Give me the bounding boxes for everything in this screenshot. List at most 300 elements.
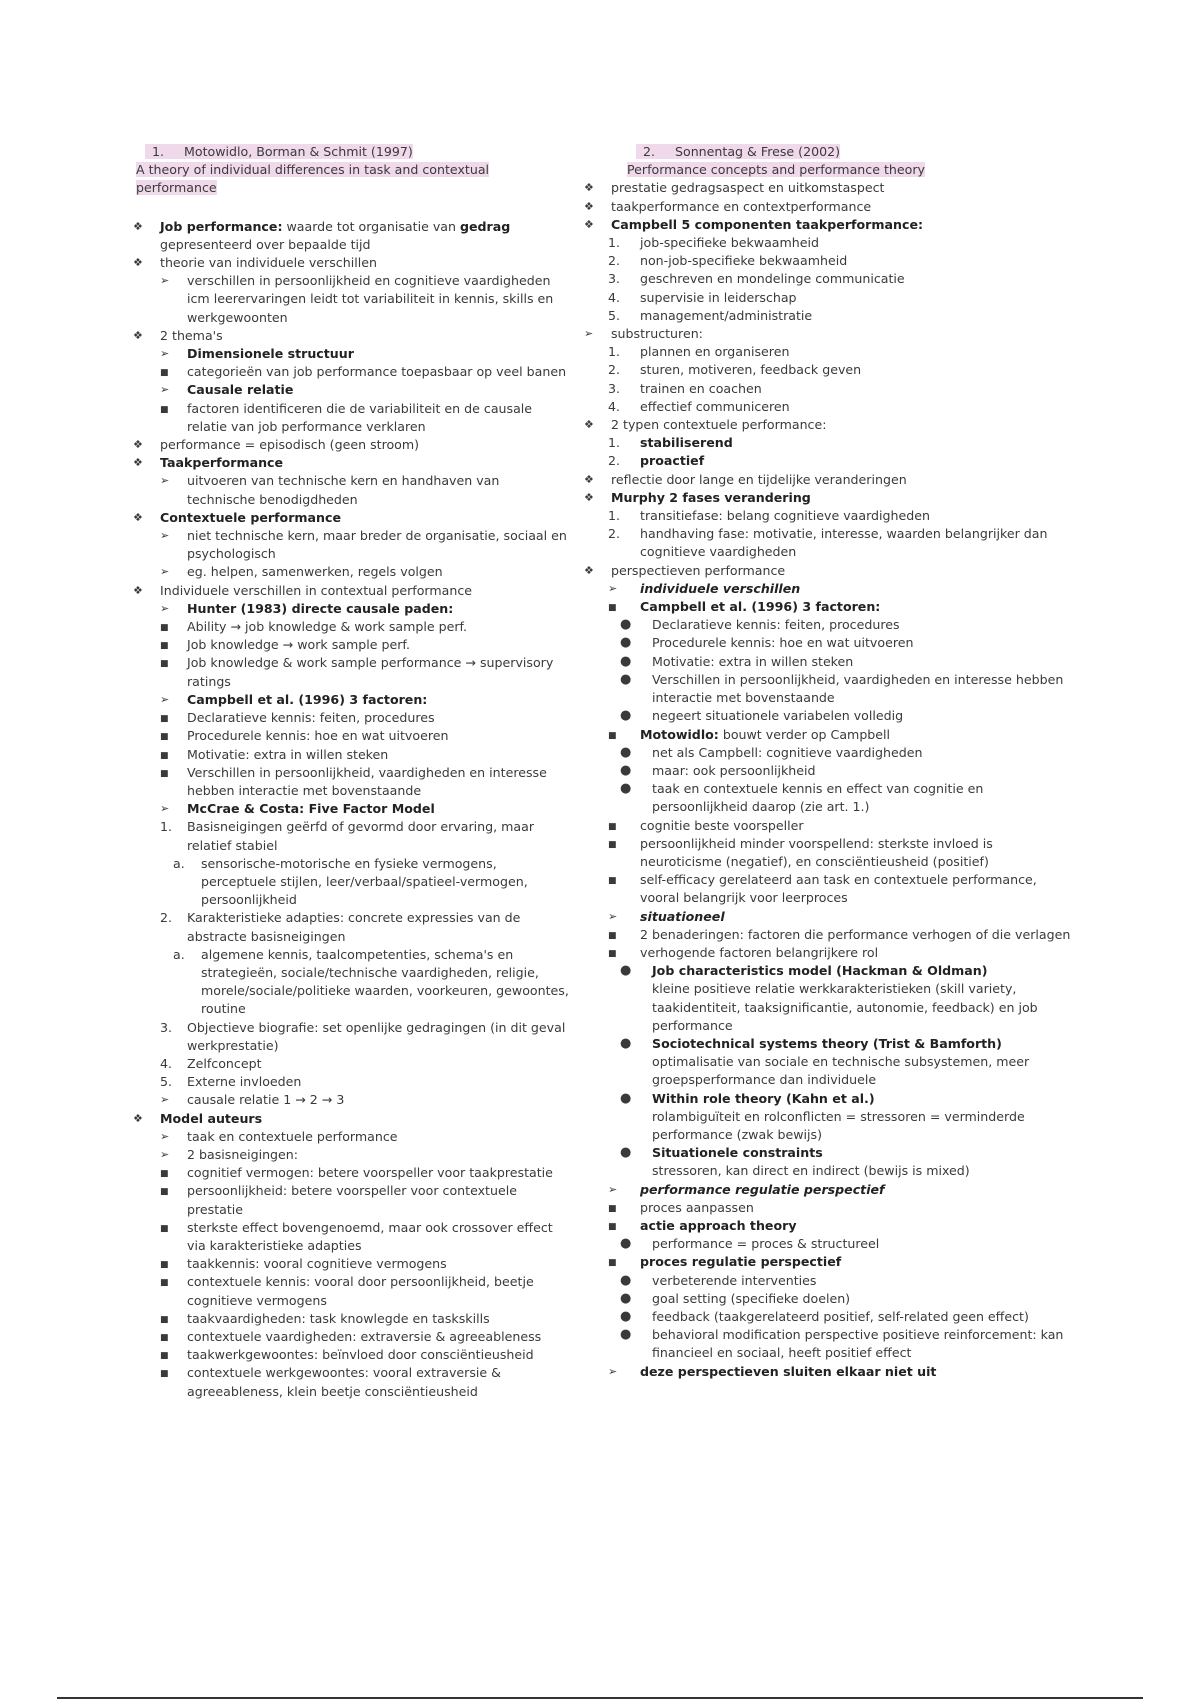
square-bullet-icon: ■ xyxy=(608,1258,617,1269)
list-item xyxy=(608,1181,1076,1199)
list-item xyxy=(145,1182,570,1218)
list-item-text xyxy=(652,1090,1076,1108)
list-item xyxy=(145,1146,570,1164)
list-item-text xyxy=(640,871,1076,907)
arrow-bullet-icon: ➢ xyxy=(160,1129,170,1143)
text-run: Job knowledge & work sample performance → supervisory ratings xyxy=(187,655,554,689)
list-item xyxy=(620,634,1076,652)
list-item-text xyxy=(611,562,1076,580)
diamond-bullet-icon: ❖ xyxy=(133,456,143,470)
list-item-text xyxy=(640,380,1076,398)
square-bullet-icon: ■ xyxy=(608,1203,617,1214)
list-item-text xyxy=(187,600,570,618)
text-run: performance = episodisch (geen stroom) xyxy=(160,437,420,453)
list-item xyxy=(145,1346,570,1364)
text-run: verhogende factoren belangrijkere rol xyxy=(640,944,879,960)
square-bullet-icon: ■ xyxy=(608,876,617,887)
list-item-text xyxy=(187,1073,570,1091)
list-item xyxy=(133,582,570,600)
list-item xyxy=(145,381,570,399)
list-item xyxy=(608,307,1076,325)
text-run: effectief communiceren xyxy=(640,398,790,414)
list-item-text xyxy=(187,818,570,854)
list-item-text xyxy=(187,1273,570,1309)
square-bullet-icon: ■ xyxy=(160,1187,169,1198)
list-item-text xyxy=(652,962,1076,980)
list-item xyxy=(145,946,570,1019)
list-item-text xyxy=(160,582,570,600)
dot-bullet-icon: ● xyxy=(620,708,632,724)
list-number: 2. xyxy=(608,362,621,378)
text-run: taakvaardigheden: task knowlegde en taskskills xyxy=(187,1310,490,1326)
list-item xyxy=(620,1035,1076,1053)
text-run: causale relatie 1 → 2 → 3 xyxy=(187,1092,345,1108)
list-item xyxy=(133,454,570,472)
text-run: non-job-specifieke bekwaamheid xyxy=(640,253,848,269)
square-bullet-icon: ■ xyxy=(608,603,617,614)
list-item-text xyxy=(611,198,1076,216)
left-column xyxy=(133,143,570,1401)
list-item-text xyxy=(640,817,1076,835)
list-item xyxy=(608,580,1076,598)
text-run: verbeterende interventies xyxy=(652,1272,817,1288)
diamond-bullet-icon: ❖ xyxy=(584,181,594,195)
list-item xyxy=(636,1108,1076,1144)
list-item-text xyxy=(652,634,1076,652)
list-item xyxy=(145,600,570,618)
list-item-text xyxy=(187,909,570,945)
list-item-text xyxy=(611,471,1076,489)
arrow-bullet-icon: ➢ xyxy=(160,383,170,397)
list-item xyxy=(608,598,1076,616)
list-item xyxy=(620,1326,1076,1362)
list-item-text xyxy=(611,179,1076,197)
text-run: Model auteurs xyxy=(160,1110,263,1126)
list-item xyxy=(145,272,570,327)
dot-bullet-icon: ● xyxy=(620,1236,632,1252)
text-run: Karakteristieke adapties: concrete expressies van de abstracte basisneigingen xyxy=(187,910,521,944)
text-run: Situationele constraints xyxy=(652,1145,823,1161)
list-item xyxy=(133,327,570,345)
list-item-text xyxy=(652,1035,1076,1053)
list-item-text xyxy=(160,236,570,254)
dot-bullet-icon: ● xyxy=(620,1309,632,1324)
list-number: 5. xyxy=(608,307,621,323)
diamond-bullet-icon: ❖ xyxy=(584,217,594,231)
list-item xyxy=(636,1162,1076,1180)
list-item-text xyxy=(640,398,1076,416)
diamond-bullet-icon: ❖ xyxy=(584,563,594,577)
list-item-text xyxy=(187,746,570,764)
text-run: Procedurele kennis: hoe en wat uitvoeren xyxy=(652,635,914,651)
list-item-text xyxy=(640,343,1076,361)
text-run: prestatie gedragsaspect en uitkomstaspect xyxy=(611,180,885,196)
list-item-text xyxy=(640,234,1076,252)
text-run: Job characteristics model (Hackman & Oldman) xyxy=(652,963,988,979)
dot-bullet-icon: ● xyxy=(620,1327,632,1343)
list-item xyxy=(145,1164,570,1182)
text-run: stressoren, kan direct en indirect (bewijs is mixed) xyxy=(652,1163,970,1179)
list-number: 1. xyxy=(608,508,621,524)
list-item-text xyxy=(640,1199,1076,1217)
list-item xyxy=(608,361,1076,379)
list-number: 1. xyxy=(608,235,621,251)
list-item xyxy=(145,800,570,818)
text-run: Causale relatie xyxy=(187,382,294,398)
list-item-text xyxy=(652,1272,1076,1290)
list-item xyxy=(608,817,1076,835)
list-item xyxy=(620,707,1076,725)
list-item xyxy=(584,325,1076,343)
arrow-bullet-icon: ➢ xyxy=(160,601,170,615)
text-run: sensorische-motorische en fysieke vermogens, perceptuele stijlen, leer/verbaal/spatieel-vermogen, persoonlijkheid xyxy=(201,855,528,908)
list-number: 1. xyxy=(608,435,621,451)
list-item-text xyxy=(187,1128,570,1146)
text-run: actie approach theory xyxy=(640,1217,797,1233)
list-item-text xyxy=(160,218,570,236)
list-item-text xyxy=(640,1253,1076,1271)
text-run: perspectieven performance xyxy=(611,562,786,578)
list-item-text xyxy=(640,289,1076,307)
right-heading-subtitle: Performance concepts and performance theory xyxy=(627,162,925,178)
list-item xyxy=(145,909,570,945)
arrow-bullet-icon: ➢ xyxy=(160,529,170,543)
list-item xyxy=(145,709,570,727)
diamond-bullet-icon: ❖ xyxy=(584,472,594,486)
text-run: cognitie beste voorspeller xyxy=(640,817,804,833)
text-run: gepresenteerd over bepaalde tijd xyxy=(160,236,371,252)
text-run: Job performance: xyxy=(160,218,283,234)
list-item xyxy=(620,762,1076,780)
text-run: contextuele werkgewoontes: vooral extraversie & agreeableness, klein beetje consciëntieusheid xyxy=(187,1365,501,1399)
list-item-text xyxy=(611,325,1076,343)
text-run: niet technische kern, maar breder de organisatie, sociaal en psychologisch xyxy=(187,528,567,562)
list-number: 2. xyxy=(160,910,173,926)
list-item-text xyxy=(160,1110,570,1128)
text-run: taak en contextuele kennis en effect van cognitie en persoonlijkheid daarop (zie art. 1.) xyxy=(652,781,984,815)
list-item-text xyxy=(652,1326,1076,1362)
text-run: Motivatie: extra in willen steken xyxy=(652,653,854,669)
square-bullet-icon: ■ xyxy=(608,1221,617,1232)
text-run: uitvoeren van technische kern en handhaven van technische benodigdheden xyxy=(187,473,500,507)
list-item xyxy=(620,653,1076,671)
text-run: algemene kennis, taalcompetenties, schema's en strategieën, sociale/technische vaardigheden, religie, morele/sociale/politieke waarden, voorkeuren, gewoontes, routine xyxy=(201,946,569,1017)
list-item-text xyxy=(187,563,570,581)
text-run: supervisie in leiderschap xyxy=(640,289,797,305)
list-item-text xyxy=(640,908,1076,926)
text-run: Hunter (1983) directe causale paden: xyxy=(187,600,454,616)
diamond-bullet-icon: ❖ xyxy=(133,583,143,597)
left-heading-title: Motowidlo, Borman & Schmit (1997) xyxy=(184,144,413,159)
text-run: trainen en coachen xyxy=(640,380,762,396)
list-item xyxy=(145,746,570,764)
text-run: 2 basisneigingen: xyxy=(187,1146,299,1162)
text-run: proactief xyxy=(640,453,705,469)
list-item-text xyxy=(652,1162,1076,1180)
list-item-text xyxy=(640,1363,1076,1381)
list-item xyxy=(145,1091,570,1109)
list-item-text xyxy=(611,216,1076,234)
list-item-text xyxy=(160,454,570,472)
dot-bullet-icon: ● xyxy=(620,1290,632,1306)
list-item-text xyxy=(160,327,570,345)
text-run: optimalisatie van sociale en technische subsystemen, meer groepsperformance dan individuele xyxy=(652,1054,1030,1088)
list-item-text xyxy=(187,800,570,818)
list-item xyxy=(145,818,570,854)
list-item-text xyxy=(640,1217,1076,1235)
diamond-bullet-icon: ❖ xyxy=(584,490,594,504)
text-run: Murphy 2 fases verandering xyxy=(611,489,811,505)
text-run: rolambiguïteit en rolconflicten = stressoren = verminderde performance (zwak bewijs) xyxy=(652,1108,1025,1142)
dot-bullet-icon: ● xyxy=(620,635,632,651)
list-item xyxy=(608,398,1076,416)
list-item-text xyxy=(187,1182,570,1218)
list-item xyxy=(608,1217,1076,1235)
list-item xyxy=(133,1110,570,1128)
list-item xyxy=(620,671,1076,707)
text-run: performance regulatie perspectief xyxy=(640,1181,885,1197)
list-number: 3. xyxy=(608,271,621,287)
text-run: Campbell et al. (1996) 3 factoren: xyxy=(187,691,428,707)
square-bullet-icon: ■ xyxy=(160,641,169,652)
list-item xyxy=(608,926,1076,944)
list-item xyxy=(608,944,1076,962)
square-bullet-icon: ■ xyxy=(608,821,617,832)
list-item-text xyxy=(652,1235,1076,1253)
square-bullet-icon: ■ xyxy=(160,714,169,725)
text-run: maar: ook persoonlijkheid xyxy=(652,762,816,778)
square-bullet-icon: ■ xyxy=(160,1278,169,1289)
text-run: substructuren: xyxy=(611,326,703,342)
list-item-text xyxy=(640,944,1076,962)
list-item xyxy=(608,1363,1076,1381)
list-item xyxy=(584,471,1076,489)
text-run: theorie van individuele verschillen xyxy=(160,255,377,271)
text-run: performance = proces & structureel xyxy=(652,1236,880,1252)
list-item xyxy=(608,434,1076,452)
text-run: Declaratieve kennis: feiten, procedures xyxy=(187,710,435,726)
diamond-bullet-icon: ❖ xyxy=(133,438,143,452)
list-item xyxy=(133,509,570,527)
arrow-bullet-icon: ➢ xyxy=(608,1182,618,1196)
text-run: taakwerkgewoontes: beïnvloed door consciëntieusheid xyxy=(187,1347,534,1363)
text-run: gedrag xyxy=(459,218,511,234)
text-run: Individuele verschillen in contextual performance xyxy=(160,582,472,598)
list-item xyxy=(145,527,570,563)
text-run: Job knowledge → work sample perf. xyxy=(187,637,410,653)
text-run: Within role theory (Kahn et al.) xyxy=(652,1090,875,1106)
diamond-bullet-icon: ❖ xyxy=(133,328,143,342)
list-item xyxy=(608,1199,1076,1217)
diamond-bullet-icon: ❖ xyxy=(584,418,594,432)
list-item xyxy=(145,1364,570,1400)
arrow-bullet-icon: ➢ xyxy=(160,474,170,488)
text-run: factoren identificeren die de variabiliteit en de causale relatie van job performance verklaren xyxy=(187,400,533,434)
list-item xyxy=(584,216,1076,234)
list-item xyxy=(145,1328,570,1346)
text-run: persoonlijkheid: betere voorspeller voor contextuele prestatie xyxy=(187,1183,517,1217)
square-bullet-icon: ■ xyxy=(608,930,617,941)
list-item xyxy=(584,489,1076,507)
list-item-text xyxy=(187,709,570,727)
text-run: Motowidlo: xyxy=(640,726,719,742)
square-bullet-icon: ■ xyxy=(160,623,169,634)
list-item xyxy=(608,343,1076,361)
text-run: proces aanpassen xyxy=(640,1199,754,1215)
square-bullet-icon: ■ xyxy=(160,1223,169,1234)
text-run: geschreven en mondelinge communicatie xyxy=(640,271,905,287)
square-bullet-icon: ■ xyxy=(160,750,169,761)
arrow-bullet-icon: ➢ xyxy=(160,347,170,361)
text-run: 2 typen contextuele performance: xyxy=(611,417,827,433)
list-number: 4. xyxy=(608,398,621,414)
list-number: 1. xyxy=(160,819,173,835)
list-item-text xyxy=(160,436,570,454)
list-item-text xyxy=(187,1091,570,1109)
list-item xyxy=(145,636,570,654)
list-item-text xyxy=(640,1181,1076,1199)
list-item xyxy=(584,416,1076,434)
list-item xyxy=(608,380,1076,398)
right-column xyxy=(584,143,1076,1381)
square-bullet-icon: ■ xyxy=(160,659,169,670)
list-number: 2. xyxy=(608,526,621,542)
list-item xyxy=(620,780,1076,816)
list-item xyxy=(620,1272,1076,1290)
list-item-text xyxy=(640,434,1076,452)
square-bullet-icon: ■ xyxy=(160,1333,169,1343)
square-bullet-icon: ■ xyxy=(160,368,169,379)
dot-bullet-icon: ● xyxy=(620,671,632,687)
list-number: 1. xyxy=(608,344,621,360)
arrow-bullet-icon: ➢ xyxy=(608,1364,618,1378)
list-item xyxy=(584,562,1076,580)
list-item xyxy=(145,1219,570,1255)
dot-bullet-icon: ● xyxy=(620,1272,632,1288)
list-item-text xyxy=(640,452,1076,470)
text-run: eg. helpen, samenwerken, regels volgen xyxy=(187,564,443,580)
list-item-text xyxy=(187,618,570,636)
list-item-text xyxy=(187,363,570,381)
list-item xyxy=(145,363,570,381)
list-item-text xyxy=(187,1364,570,1400)
text-run: Verschillen in persoonlijkheid, vaardigheden en interesse hebben interactie met bovenstaande xyxy=(187,764,547,798)
list-item-text xyxy=(187,1310,570,1328)
text-run: Sociotechnical systems theory (Trist & Bamforth) xyxy=(652,1035,1002,1051)
arrow-bullet-icon: ➢ xyxy=(160,802,170,816)
list-item xyxy=(145,563,570,581)
right-heading-number: 2. xyxy=(643,144,656,159)
list-item-text xyxy=(187,1019,570,1055)
text-run: Basisneigingen geërfd of gevormd door ervaring, maar relatief stabiel xyxy=(187,819,534,853)
list-item xyxy=(620,962,1076,980)
text-run: Contextuele performance xyxy=(160,509,342,525)
list-item xyxy=(145,654,570,690)
arrow-bullet-icon: ➢ xyxy=(160,274,170,288)
list-item xyxy=(608,1253,1076,1271)
list-item-text xyxy=(640,361,1076,379)
text-run: Taakperformance xyxy=(160,455,284,471)
list-item-text xyxy=(160,254,570,272)
text-run: feedback (taakgerelateerd positief, self-related geen effect) xyxy=(652,1309,1029,1324)
list-item-text xyxy=(652,653,1076,671)
list-item-text xyxy=(187,727,570,745)
list-item-text xyxy=(187,764,570,800)
dot-bullet-icon: ● xyxy=(620,617,632,633)
square-bullet-icon: ■ xyxy=(608,839,617,850)
list-item-text xyxy=(187,527,570,563)
list-item-text xyxy=(652,616,1076,634)
arrow-bullet-icon: ➢ xyxy=(608,909,618,923)
text-run: Campbell et al. (1996) 3 factoren: xyxy=(640,599,881,615)
diamond-bullet-icon: ❖ xyxy=(133,1111,143,1125)
list-item-text xyxy=(640,598,1076,616)
text-run: 2 benaderingen: factoren die performance verhogen of die verlagen xyxy=(640,926,1071,942)
list-item xyxy=(608,507,1076,525)
list-item-text xyxy=(652,744,1076,762)
dot-bullet-icon: ● xyxy=(620,1090,632,1106)
list-item xyxy=(620,616,1076,634)
list-item-text xyxy=(187,1164,570,1182)
list-item xyxy=(608,289,1076,307)
text-run: individuele verschillen xyxy=(640,580,801,596)
list-item-text xyxy=(640,307,1076,325)
text-run: contextuele vaardigheden: extraversie & agreeableness xyxy=(187,1329,542,1344)
diamond-bullet-icon: ❖ xyxy=(133,256,143,270)
list-number: a. xyxy=(173,855,185,871)
text-run: goal setting (specifieke doelen) xyxy=(652,1290,851,1306)
list-item-text xyxy=(652,762,1076,780)
list-item xyxy=(608,871,1076,907)
text-run: transitiefase: belang cognitieve vaardigheden xyxy=(640,508,930,524)
text-run: persoonlijkheid minder voorspellend: sterkste invloed is neuroticisme (negatief), en consciëntieusheid (positief) xyxy=(640,835,993,869)
text-run: bouwt verder op Campbell xyxy=(718,726,891,742)
right-heading xyxy=(627,143,1076,179)
list-item xyxy=(608,270,1076,288)
diamond-bullet-icon: ❖ xyxy=(584,199,594,213)
list-number: 5. xyxy=(160,1074,173,1090)
square-bullet-icon: ■ xyxy=(160,404,169,415)
list-item xyxy=(145,345,570,363)
text-run: verschillen in persoonlijkheid en cognitieve vaardigheden icm leerervaringen leidt tot variabiliteit in kennis, skills en werkgewoonten xyxy=(187,273,554,325)
dot-bullet-icon: ● xyxy=(620,963,632,979)
list-item xyxy=(145,1255,570,1273)
list-item xyxy=(145,472,570,508)
list-number: 2. xyxy=(608,453,621,469)
list-item-text xyxy=(640,926,1076,944)
list-item-text xyxy=(201,946,570,1019)
list-item-text xyxy=(187,636,570,654)
list-item-text xyxy=(187,654,570,690)
list-item xyxy=(608,234,1076,252)
list-item-text xyxy=(652,1144,1076,1162)
list-item-text xyxy=(160,509,570,527)
left-heading-subtitle-line-2: performance xyxy=(136,180,217,196)
right-outline-list xyxy=(584,179,1076,1380)
list-item xyxy=(620,1290,1076,1308)
list-number: 3. xyxy=(608,380,621,396)
list-item xyxy=(145,1128,570,1146)
text-run: plannen en organiseren xyxy=(640,344,790,360)
list-item xyxy=(145,855,570,910)
square-bullet-icon: ■ xyxy=(160,1169,169,1180)
text-run: 2 thema's xyxy=(160,327,223,343)
list-item xyxy=(608,252,1076,270)
list-item xyxy=(636,1053,1076,1089)
list-number: 2. xyxy=(608,253,621,269)
list-item-text xyxy=(640,252,1076,270)
square-bullet-icon: ■ xyxy=(160,1351,169,1362)
